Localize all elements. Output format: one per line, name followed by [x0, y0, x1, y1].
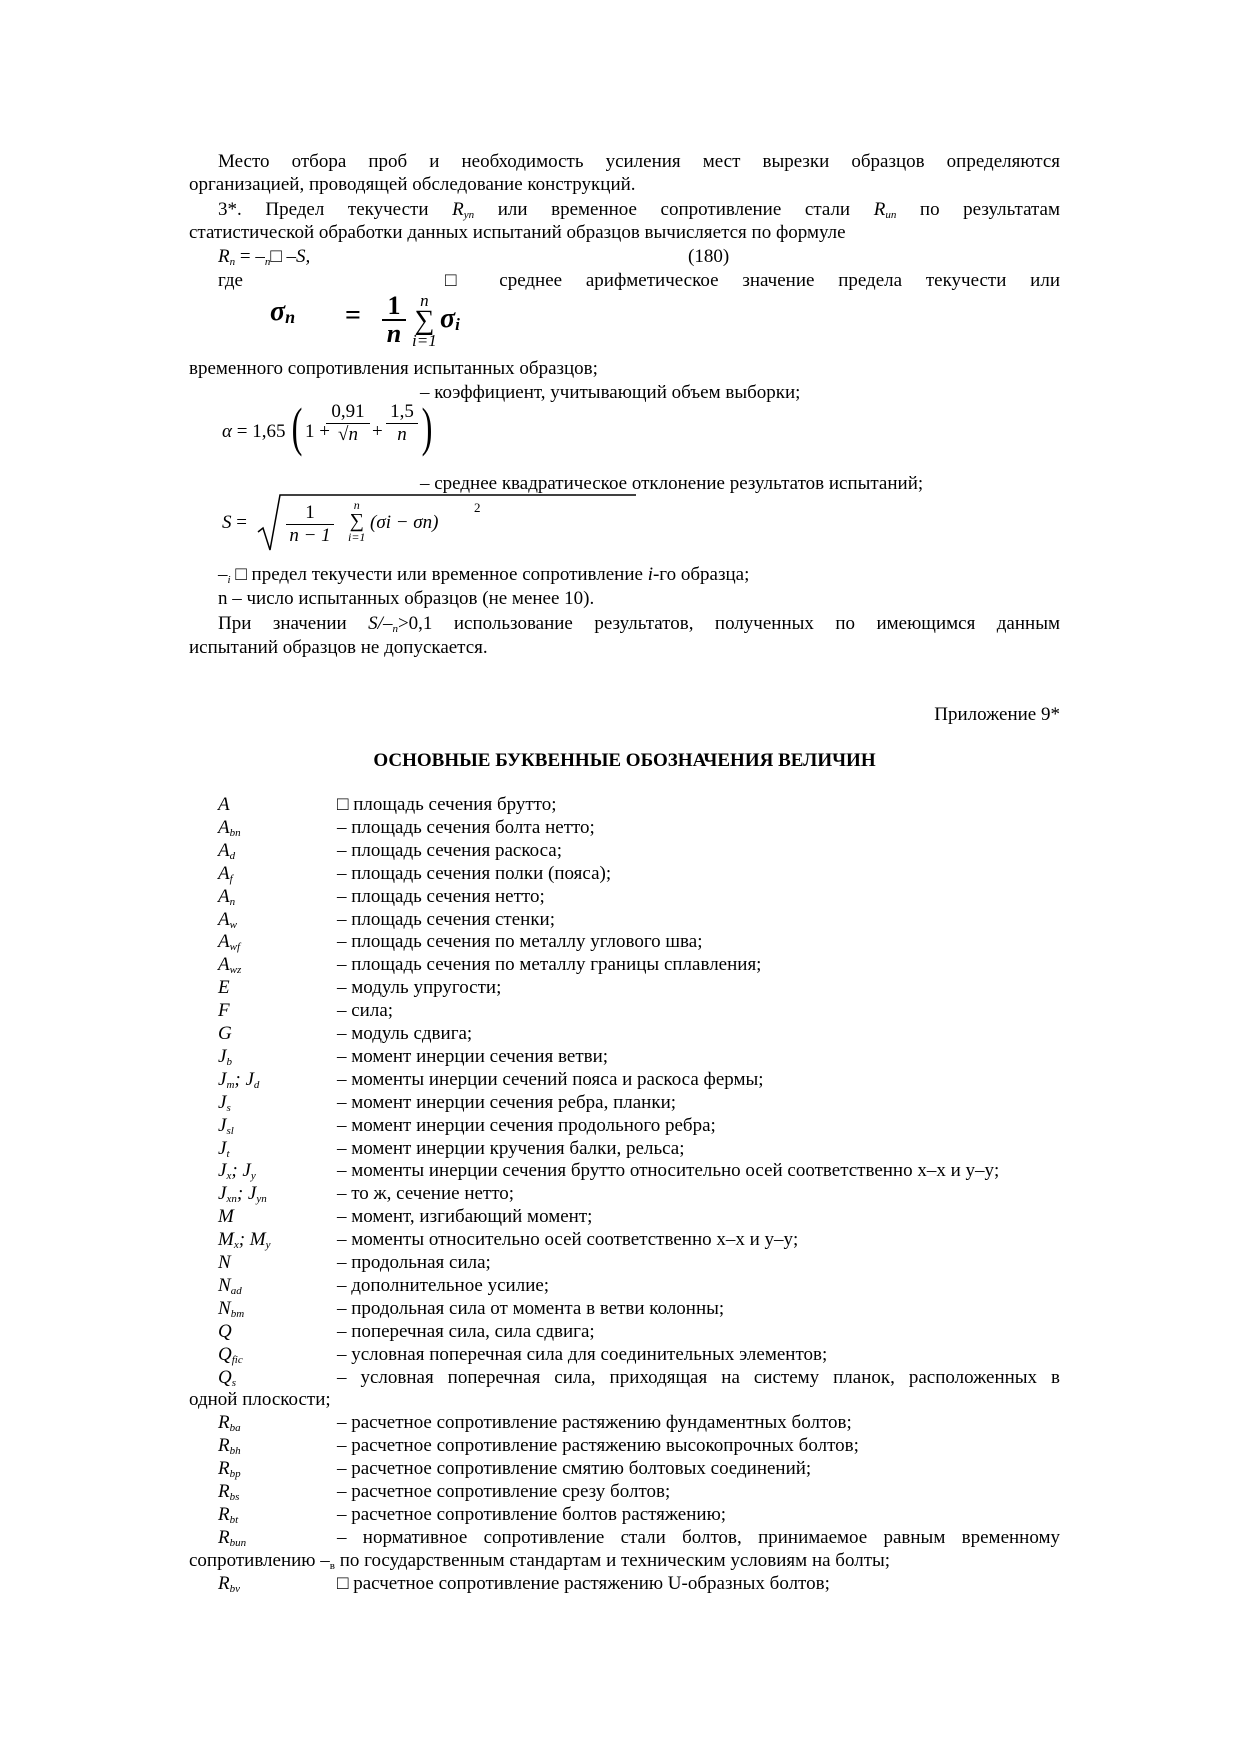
symbol-description-2: – площадь сечения раскоса;	[337, 839, 562, 861]
symbol-29: $R_{bs}$	[218, 1481, 240, 1503]
symbol-description-8: – модуль упругости;	[337, 977, 502, 999]
appendix-label: Приложение 9*	[934, 704, 1060, 725]
alpha-frac1: $\frac{0,91}{√n}$	[326, 401, 370, 446]
symbol-description-5: – площадь сечения стенки;	[337, 908, 555, 930]
para1-line1: Место отбора проб и необходимость усиления мест вырезки образцов определяются	[218, 151, 1060, 172]
symbol-31: $R_{bun}$	[218, 1526, 247, 1549]
symbol-description-6: – площадь сечения по металлу углового шва;	[337, 931, 703, 953]
symbol-2: $A_d$	[218, 839, 236, 862]
symbol-description-1: – площадь сечения болта нетто;	[337, 816, 595, 838]
symbol-description-18: – момент, изгибающий момент;	[337, 1206, 593, 1228]
symbol-11: $J_b$	[218, 1045, 232, 1068]
symbol-17: $J_{xn}$; $J_{yn}$	[218, 1183, 267, 1206]
symbol-description-19: – моменты относительно осей соответственно x–x и y–y;	[337, 1229, 799, 1251]
symbol-description-9: – сила;	[337, 1000, 394, 1022]
s-frac: $\frac{1}{n - 1}$	[286, 502, 334, 547]
symbol-4: $A_n$	[218, 885, 236, 908]
symbol-9: F	[218, 1000, 230, 1022]
symbol-15: $J_t$	[218, 1137, 230, 1160]
alpha-frac2: $\frac{1,5}{n}$	[386, 401, 418, 446]
symbol-0: A	[218, 794, 230, 815]
symbol-description-22: – продольная сила от момента в ветви колонны;	[337, 1297, 725, 1319]
symbol-description-15: – момент инерции кручения балки, рельса;	[337, 1137, 685, 1159]
para4-line2: испытаний образцов не допускается.	[189, 637, 488, 658]
symbol-description-13: – момент инерции сечения ребра, планки;	[337, 1091, 677, 1113]
symbol-description-28: – расчетное сопротивление смятию болтовых соединений;	[337, 1458, 812, 1480]
symbol-19: $M_x$; $M_y$	[218, 1229, 271, 1252]
symbol-description-3: – площадь сечения полки (пояса);	[337, 862, 612, 884]
symbol-description-31: – нормативное сопротивление стали болтов, принимаемое равным временному	[337, 1526, 1060, 1548]
symbol-description-26: – расчетное сопротивление растяжению фундаментных болтов;	[337, 1412, 852, 1434]
symbol-description-7: – площадь сечения по металлу границы сплавления;	[337, 954, 762, 976]
symbol-10: G	[218, 1023, 232, 1044]
sigma-i-line: $-_i$ □ предел текучести или временное сопротивление i-го образца;	[218, 564, 750, 586]
symbol-description-16: – моменты инерции сечения брутто относительно осей соответственно x–x и y–y;	[337, 1160, 1000, 1182]
alpha-description: – коэффициент, учитывающий объем выборки;	[420, 382, 801, 403]
symbol-1: $A_{bn}$	[218, 816, 241, 839]
symbol-description-4: – площадь сечения нетто;	[337, 885, 545, 907]
symbol-description-32: □ расчетное сопротивление растяжению U-образных болтов;	[337, 1572, 830, 1594]
symbol-description-continuation: одной плоскости;	[189, 1389, 331, 1411]
symbol-26: $R_{ba}$	[218, 1412, 241, 1435]
symbol-description-27: – расчетное сопротивление растяжению высокопрочных болтов;	[337, 1435, 859, 1457]
mean-fraction: 1 n	[382, 293, 406, 347]
symbol-description-30: – расчетное сопротивление болтов растяжению;	[337, 1503, 727, 1525]
symbol-description-0: □ площадь сечения брутто;	[337, 794, 557, 815]
symbol-description-11: – момент инерции сечения ветви;	[337, 1045, 609, 1067]
symbol-27: $R_{bh}$	[218, 1435, 241, 1458]
symbol-8: E	[218, 977, 230, 999]
symbol-description-continuation: сопротивлению $-_в$ по государственным стандартам и техническим условиям на болты;	[189, 1549, 891, 1572]
symbol-description-17: – то ж, сечение нетто;	[337, 1183, 515, 1205]
s-description: – среднее квадратическое отклонение результатов испытаний;	[420, 473, 924, 494]
symbol-22: $N_{bm}$	[218, 1297, 245, 1320]
para2-line1: 3*. Предел текучести $R_{yn}$ или временное сопротивление стали $R_{un}$ по результатам	[218, 199, 1060, 221]
symbol-description-14: – момент инерции сечения продольного ребра;	[337, 1114, 716, 1136]
symbol-23: Q	[218, 1320, 232, 1342]
mean-sigma-i: $\sigma_i$	[440, 303, 460, 334]
symbol-3: $A_f$	[218, 862, 233, 885]
symbol-21: $N_{ad}$	[218, 1274, 242, 1297]
n-line: n – число испытанных образцов (не менее 10).	[218, 588, 595, 609]
symbol-12: $J_m$; $J_d$	[218, 1068, 260, 1091]
where-label: где	[218, 270, 243, 291]
symbol-description-12: – моменты инерции сечений пояса и раскоса фермы;	[337, 1068, 764, 1090]
symbol-description-21: – дополнительное усилие;	[337, 1274, 550, 1296]
mean-equals: =	[345, 300, 361, 331]
symbol-description-10: – модуль сдвига;	[337, 1023, 473, 1044]
symbol-6: $A_{wf}$	[218, 931, 241, 954]
symbol-description-20: – продольная сила;	[337, 1252, 491, 1273]
symbol-description-23: – поперечная сила, сила сдвига;	[337, 1320, 595, 1342]
para4-line1: При значении $S/-_n>0,1$ использование результатов, полученных по имеющимся данным	[218, 613, 1060, 635]
symbol-32: $R_{bv}$	[218, 1572, 240, 1595]
symbol-description-25: – условная поперечная сила, приходящая на систему планок, расположенных в	[337, 1366, 1060, 1388]
symbol-13: $J_s$	[218, 1091, 231, 1114]
symbol-14: $J_{sl}$	[218, 1114, 234, 1137]
symbol-28: $R_{bp}$	[218, 1458, 241, 1481]
symbol-7: $A_{wz}$	[218, 954, 242, 977]
formula-180: $R_n$ = $-_n□$ –S,	[218, 246, 311, 268]
mean-formula: $\sigma_n$	[270, 296, 296, 327]
para3-line: временного сопротивления испытанных образцов;	[189, 358, 598, 379]
mean-sum: n ∑ i=1	[412, 291, 437, 350]
symbol-24: $Q_{fic}$	[218, 1343, 243, 1366]
section-heading: ОСНОВНЫЕ БУКВЕННЫЕ ОБОЗНАЧЕНИЯ ВЕЛИЧИН	[373, 750, 876, 771]
s-sum: n ∑ i=1	[348, 498, 366, 544]
formula-number: (180)	[688, 246, 730, 267]
symbol-description-24: – условная поперечная сила для соединительных элементов;	[337, 1343, 828, 1365]
symbol-25: $Q_s$	[218, 1366, 237, 1389]
symbol-18: M	[218, 1206, 234, 1228]
symbol-16: $J_x$; $J_y$	[218, 1160, 256, 1183]
symbol-20: N	[218, 1252, 231, 1273]
symbol-30: $R_{bt}$	[218, 1503, 239, 1526]
where-text: □ среднее арифметическое значение предела текучести или	[445, 270, 1060, 291]
symbol-description-29: – расчетное сопротивление срезу болтов;	[337, 1481, 671, 1502]
symbol-5: $A_w$	[218, 908, 237, 931]
para2-line2: статистической обработки данных испытаний образцов вычисляется по формуле	[189, 222, 846, 243]
para1-line2: организацией, проводящей обследование конструкций.	[189, 174, 636, 195]
